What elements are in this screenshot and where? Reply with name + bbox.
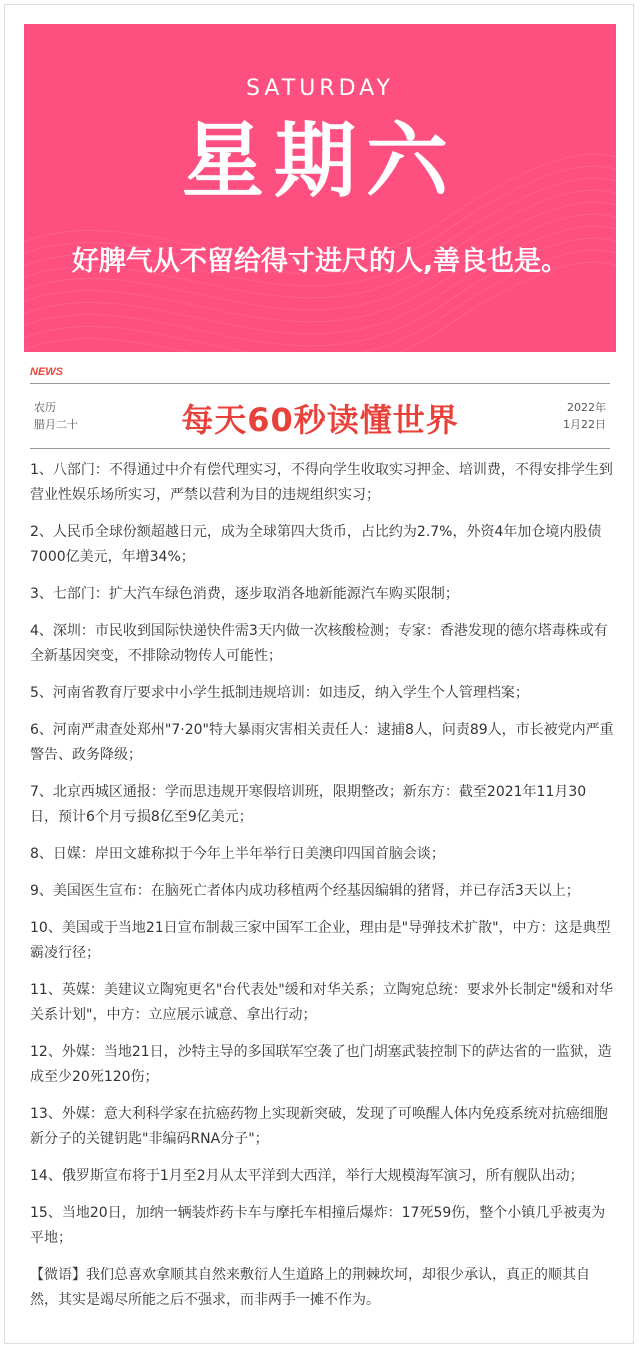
banner-quote: 好脾气从不留给得寸进尺的人,善良也是。 <box>71 246 569 277</box>
news-item: 13、外媒：意大利科学家在抗癌药物上实现新突破，发现了可唤醒人体内免疫系统对抗癌细胞新分子的关键钥匙"非编码RNA分子"； <box>30 1106 608 1147</box>
gregorian-date-block <box>540 399 606 433</box>
news-item: 5、河南省教育厅要求中小学生抵制违规培训：如违反，纳入学生个人管理档案； <box>30 685 529 701</box>
news-item: 6、河南严肃查处郑州"7·20"特大暴雨灾害相关责任人：逮捕8人，问责89人，市长被党内严重警告、政务降级； <box>30 722 614 763</box>
closing-quote: 【微语】我们总喜欢拿顺其自然来敷衍人生道路上的荆棘坎坷，却很少承认，真正的顺其自然，其实是竭尽所能之后不强求，而非两手一摊不作为。 <box>30 1267 590 1308</box>
lunar-date: 腊月二十 <box>34 418 78 431</box>
news-list <box>30 458 614 1313</box>
news-item: 4、深圳：市民收到国际快递快件需3天内做一次核酸检测；专家：香港发现的德尔塔毒株或有全新基因突变，不排除动物传人可能性； <box>30 623 608 664</box>
news-item: 11、英媒：美建议立陶宛更名"台代表处"缓和对华关系；立陶宛总统：要求外长制定"缓和对华关系计划"，中方：立应展示诚意、拿出行动； <box>30 982 614 1023</box>
masthead-divider-bottom <box>30 448 610 449</box>
weekday-chinese: 星期六 <box>181 114 458 209</box>
year-label: 2022年 <box>567 401 606 414</box>
news-item: 14、俄罗斯宣布将于1月至2月从太平洋到大西洋，举行大规模海军演习，所有舰队出动； <box>30 1168 584 1184</box>
news-item: 10、美国或于当地21日宣布制裁三家中国军工企业，理由是"导弹技术扩散"，中方：这是典型霸凌行径； <box>30 920 611 961</box>
news-item: 15、当地20日，加纳一辆装炸药卡车与摩托车相撞后爆炸：17死59伤，整个小镇几乎被夷为平地； <box>30 1205 606 1246</box>
news-item: 2、人民币全球份额超越日元，成为全球第四大货币，占比约为2.7%，外资4年加仓境内股债7000亿美元，年增34%； <box>30 524 602 565</box>
weekday-english: SATURDAY <box>246 76 394 101</box>
lunar-label: 农历 <box>34 401 56 414</box>
news-tag: NEWS <box>30 366 63 378</box>
news-item: 12、外媒：当地21日，沙特主导的多国联军空袭了也门胡塞武装控制下的萨达省的一监狱，造成至少20死120伤； <box>30 1044 612 1085</box>
news-item: 1、八部门：不得通过中介有偿代理实习，不得向学生收取实习押金、培训费，不得安排学生到营业性娱乐场所实习，严禁以营利为目的违规组织实习； <box>30 462 613 503</box>
news-item: 7、北京西城区通报：学而思违规开寒假培训班，限期整改；新东方：截至2021年11月30日，预计6个月亏损8亿至9亿美元； <box>30 784 587 825</box>
masthead-divider-top <box>30 383 610 384</box>
news-item: 9、美国医生宣布：在脑死亡者体内成功移植两个经基因编辑的猪肾，并已存活3天以上； <box>30 883 580 899</box>
page-title: 每天60秒读懂世界 <box>181 401 459 439</box>
lunar-date-block <box>34 399 78 433</box>
news-item: 3、七部门：扩大汽车绿色消费，逐步取消各地新能源汽车购买限制； <box>30 586 459 602</box>
news-item: 8、日媒：岸田文雄称拟于今年上半年举行日美澳印四国首脑会谈； <box>30 846 445 862</box>
weekday-banner <box>24 24 616 352</box>
date-label: 1月22日 <box>563 418 606 431</box>
